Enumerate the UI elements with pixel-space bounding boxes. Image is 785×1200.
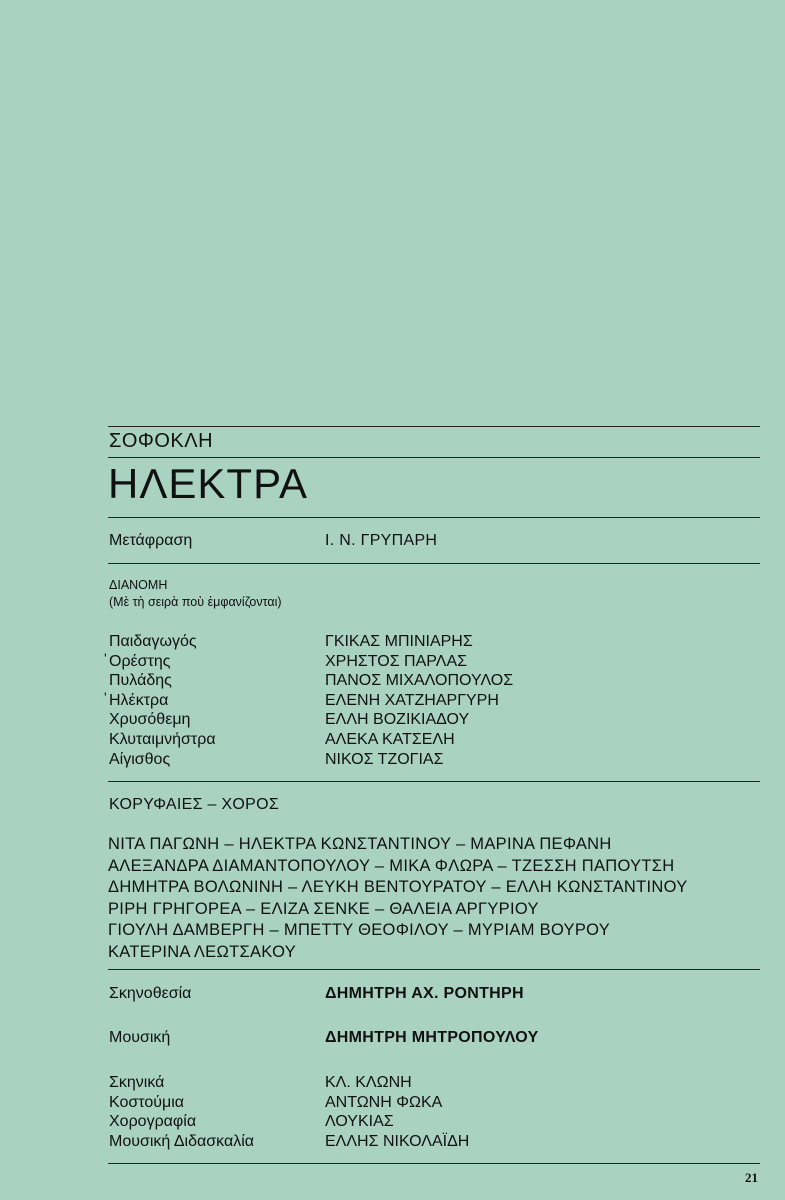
direction-value: ΔΗΜΗΤΡΗ ΑΧ. ΡΟΝΤΗΡΗ — [325, 985, 524, 1002]
play-title: ΗΛΕΚΤΡΑ — [108, 460, 308, 507]
cast-role: Ηλέκτρα — [109, 691, 169, 709]
cast-role: Παιδαγωγός — [109, 633, 197, 650]
chorus-line: ΝΙΤΑ ΠΑΓΩΝΗ – ΗΛΕΚΤΡΑ ΚΩΝΣΤΑΝΤΙΝΟΥ – ΜΑΡΙΝΑ ΠΕΦΑΝΗ — [108, 835, 612, 853]
translation-value: Ι. Ν. ΓΡΥΠΑΡΗ — [325, 532, 438, 549]
chorus-line: ΡΙΡΗ ΓΡΗΓΟΡΕΑ – ΕΛΙΖΑ ΣΕΝΚΕ – ΘΑΛΕΙΑ ΑΡΓΥΡΙΟΥ — [108, 899, 539, 918]
credit-value: ΛΟΥΚΙΑΣ — [325, 1113, 394, 1131]
margin-mark: ' — [104, 650, 107, 666]
direction-label: Σκηνοθεσία — [109, 985, 192, 1002]
cast-actor: ΠΑΝΟΣ ΜΙΧΑΛΟΠΟΥΛΟΣ — [325, 672, 514, 690]
music-label: Μουσική — [109, 1029, 171, 1046]
cast-role: Κλυταιμνήστρα — [109, 730, 216, 748]
credit-value: ΑΝΤΩΝΗ ΦΩΚΑ — [325, 1093, 443, 1111]
chorus-line: ΑΛΕΞΑΝΔΡΑ ΔΙΑΜΑΝΤΟΠΟΥΛΟΥ – ΜΙΚΑ ΦΛΩΡΑ – ΤΖΕΣΣΗ ΠΑΠΟΥΤΣΗ — [108, 856, 675, 875]
divider-under-cast — [108, 781, 760, 782]
divider-under-title — [108, 517, 760, 518]
divider-under-chorus — [108, 969, 760, 970]
page-number: 21 — [745, 1170, 758, 1185]
cast-actor-list — [325, 632, 513, 769]
cast-role-list — [109, 632, 216, 769]
divider-under-translation — [108, 563, 760, 564]
credit-label-list — [109, 1073, 254, 1151]
credit-value: ΚΛ. ΚΛΩΝΗ — [325, 1074, 412, 1091]
chorus-heading: ΚΟΡΥΦΑΙΕΣ – ΧΟΡΟΣ — [109, 796, 280, 813]
chorus-line: ΓΙΟΥΛΗ ΔΑΜΒΕΡΓΗ – ΜΠΕΤΤΥ ΘΕΟΦΙΛΟΥ – ΜΥΡΙΑΜ ΒΟΥΡΟΥ — [108, 921, 611, 939]
chorus-line: ΚΑΤΕΡΙΝΑ ΛΕΩΤΣΑΚΟΥ — [108, 942, 296, 961]
credit-label: Σκηνικά — [109, 1074, 165, 1091]
author-name: ΣΟΦΟΚΛΗ — [109, 430, 214, 452]
cast-actor: ΑΛΕΚΑ ΚΑΤΣΕΛΗ — [325, 730, 455, 748]
divider-bottom — [108, 1163, 760, 1164]
cast-role: Πυλάδης — [109, 672, 172, 690]
cast-actor: ΓΚΙΚΑΣ ΜΠΙΝΙΑΡΗΣ — [325, 633, 473, 650]
cast-role: Αίγισθος — [109, 750, 171, 768]
cast-actor: ΝΙΚΟΣ ΤΖΟΓΙΑΣ — [325, 750, 444, 768]
divider-top — [108, 426, 760, 427]
credit-label: Χορογραφία — [109, 1113, 197, 1131]
cast-role: Ορέστης — [109, 652, 171, 670]
music-value: ΔΗΜΗΤΡΗ ΜΗΤΡΟΠΟΥΛΟΥ — [325, 1029, 539, 1046]
credit-value-list — [325, 1073, 469, 1151]
cast-actor: ΕΛΛΗ ΒΟΖΙΚΙΑΔΟΥ — [325, 711, 470, 729]
cast-actor: ΧΡΗΣΤΟΣ ΠΑΡΛΑΣ — [325, 652, 468, 670]
cast-subheading: (Μὲ τὴ σειρὰ ποὺ ἐμφανίζονται) — [109, 595, 282, 609]
credit-label: Κοστούμια — [109, 1093, 185, 1111]
translation-label: Μετάφραση — [109, 532, 193, 549]
chorus-line: ΔΗΜΗΤΡΑ ΒΟΛΩΝΙΝΗ – ΛΕΥΚΗ ΒΕΝΤΟΥΡΑΤΟΥ – ΕΛΛΗ ΚΩΝΣΤΑΝΤΙΝΟΥ — [108, 878, 688, 896]
cast-actor: ΕΛΕΝΗ ΧΑΤΖΗΑΡΓΥΡΗ — [325, 691, 499, 709]
margin-mark: ' — [104, 689, 107, 705]
chorus-list — [108, 834, 688, 963]
cast-role: Χρυσόθεμη — [109, 711, 191, 729]
cast-heading: ΔΙΑΝΟΜΗ — [109, 578, 168, 592]
credit-label: Μουσική Διδασκαλία — [109, 1132, 254, 1150]
divider-under-author — [108, 457, 760, 458]
credit-value: ΕΛΛΗΣ ΝΙΚΟΛΑΪΔΗ — [325, 1132, 470, 1150]
